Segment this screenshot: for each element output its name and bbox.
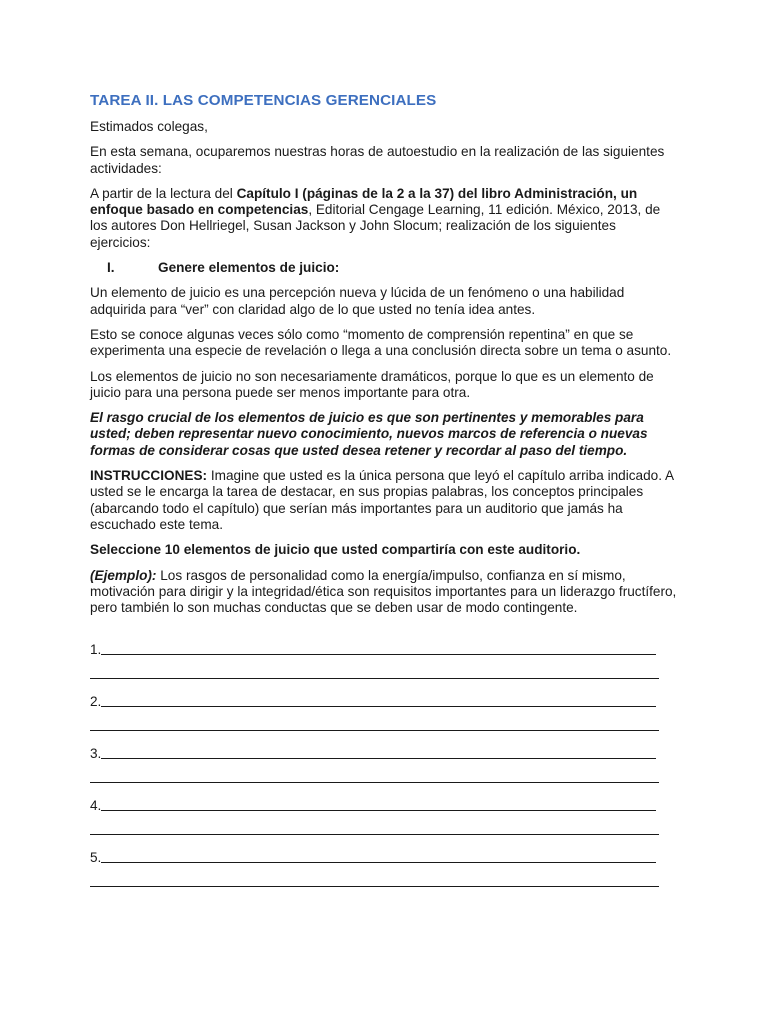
- answer-line[interactable]: [101, 654, 656, 655]
- greeting: Estimados colegas,: [90, 119, 208, 134]
- answer-item: [90, 746, 680, 798]
- answer-line-continuation[interactable]: [90, 782, 659, 783]
- example-label: (Ejemplo):: [90, 567, 157, 583]
- reading-pre: A partir de la lectura del: [90, 185, 237, 201]
- reading-book-reference: Capítulo I (páginas de la 2 a la 37) del libro Administración, un enfoque basado en competencias: [90, 185, 638, 218]
- definition-paragraph: Un elemento de juicio es una percepción nueva y lúcida de un fenómeno o una habilidad adquirida para “ver” con claridad algo de lo que usted no tenía idea antes.: [90, 285, 625, 317]
- reading-paragraph: [90, 186, 680, 251]
- answer-item: [90, 798, 680, 850]
- instructions-label: INSTRUCCIONES:: [90, 468, 208, 484]
- answer-list: [90, 642, 680, 902]
- answer-line[interactable]: [101, 862, 656, 863]
- document-page: [90, 92, 680, 902]
- answer-line[interactable]: [101, 810, 656, 811]
- document-title: TAREA II. LAS COMPETENCIAS GERENCIALES: [90, 92, 437, 109]
- instructions-text: Imagine que usted es la única persona que leyó el capítulo arriba indicado. A usted se le encarga la tarea de destacar, en sus propias palabras, los conceptos principales (abarcando todo el capítulo) que serían más importantes para un auditorio que jamás ha escuchado este tema.: [90, 468, 674, 532]
- definition-paragraph: Esto se conoce algunas veces sólo como “momento de comprensión repentina” en que se experimenta una especie de revelación o llega a una conclusión directa sobre un tema o asunto.: [90, 326, 672, 359]
- answer-number: 1.: [90, 642, 102, 658]
- emphasis-paragraph: El rasgo crucial de los elementos de juicio es que son pertinentes y memorables para usted; deben representar nuevo conocimiento, nuevos marcos de referencia o nuevas formas de considerar cosas que usted desea retener y recordar al paso del tiempo.: [90, 410, 648, 458]
- definition-paragraph: Los elementos de juicio no son necesariamente dramáticos, porque lo que es un elemento de juicio para una persona puede ser menos importante para otra.: [90, 368, 654, 400]
- answer-item: [90, 642, 680, 694]
- section-heading: [90, 260, 680, 276]
- answer-line-continuation[interactable]: [90, 834, 659, 835]
- answer-line-continuation[interactable]: [90, 730, 659, 731]
- example-text: Los rasgos de personalidad como la energía/impulso, confianza en sí mismo, motivación para dirigir y la integridad/ética son requisitos importantes para un liderazgo fructífero, pero también lo son muchas conductas que se deben usar de modo contingente.: [90, 567, 677, 616]
- answer-line-continuation[interactable]: [90, 678, 659, 679]
- section-heading-text: Genere elementos de juicio:: [158, 260, 340, 276]
- reading-post: , Editorial Cengage Learning, 11 edición. México, 2013, de los autores Don Hellriegel, Susan Jackson y John Slocum; realización de los siguientes ejercicios:: [90, 202, 661, 250]
- answer-number: 3.: [90, 746, 102, 762]
- answer-number: 4.: [90, 798, 102, 814]
- answer-line-continuation[interactable]: [90, 886, 659, 887]
- select-instruction: Seleccione 10 elementos de juicio que usted compartiría con este auditorio.: [90, 542, 581, 558]
- example-paragraph: [90, 568, 680, 617]
- answer-line[interactable]: [101, 706, 656, 707]
- section-number: I.: [107, 260, 115, 276]
- answer-line[interactable]: [101, 758, 656, 759]
- answer-item: [90, 694, 680, 746]
- answer-number: 5.: [90, 850, 102, 866]
- answer-number: 2.: [90, 694, 102, 710]
- instructions-paragraph: [90, 468, 680, 533]
- intro-paragraph: En esta semana, ocuparemos nuestras horas de autoestudio en la realización de las siguientes actividades:: [90, 144, 665, 176]
- answer-item: [90, 850, 680, 902]
